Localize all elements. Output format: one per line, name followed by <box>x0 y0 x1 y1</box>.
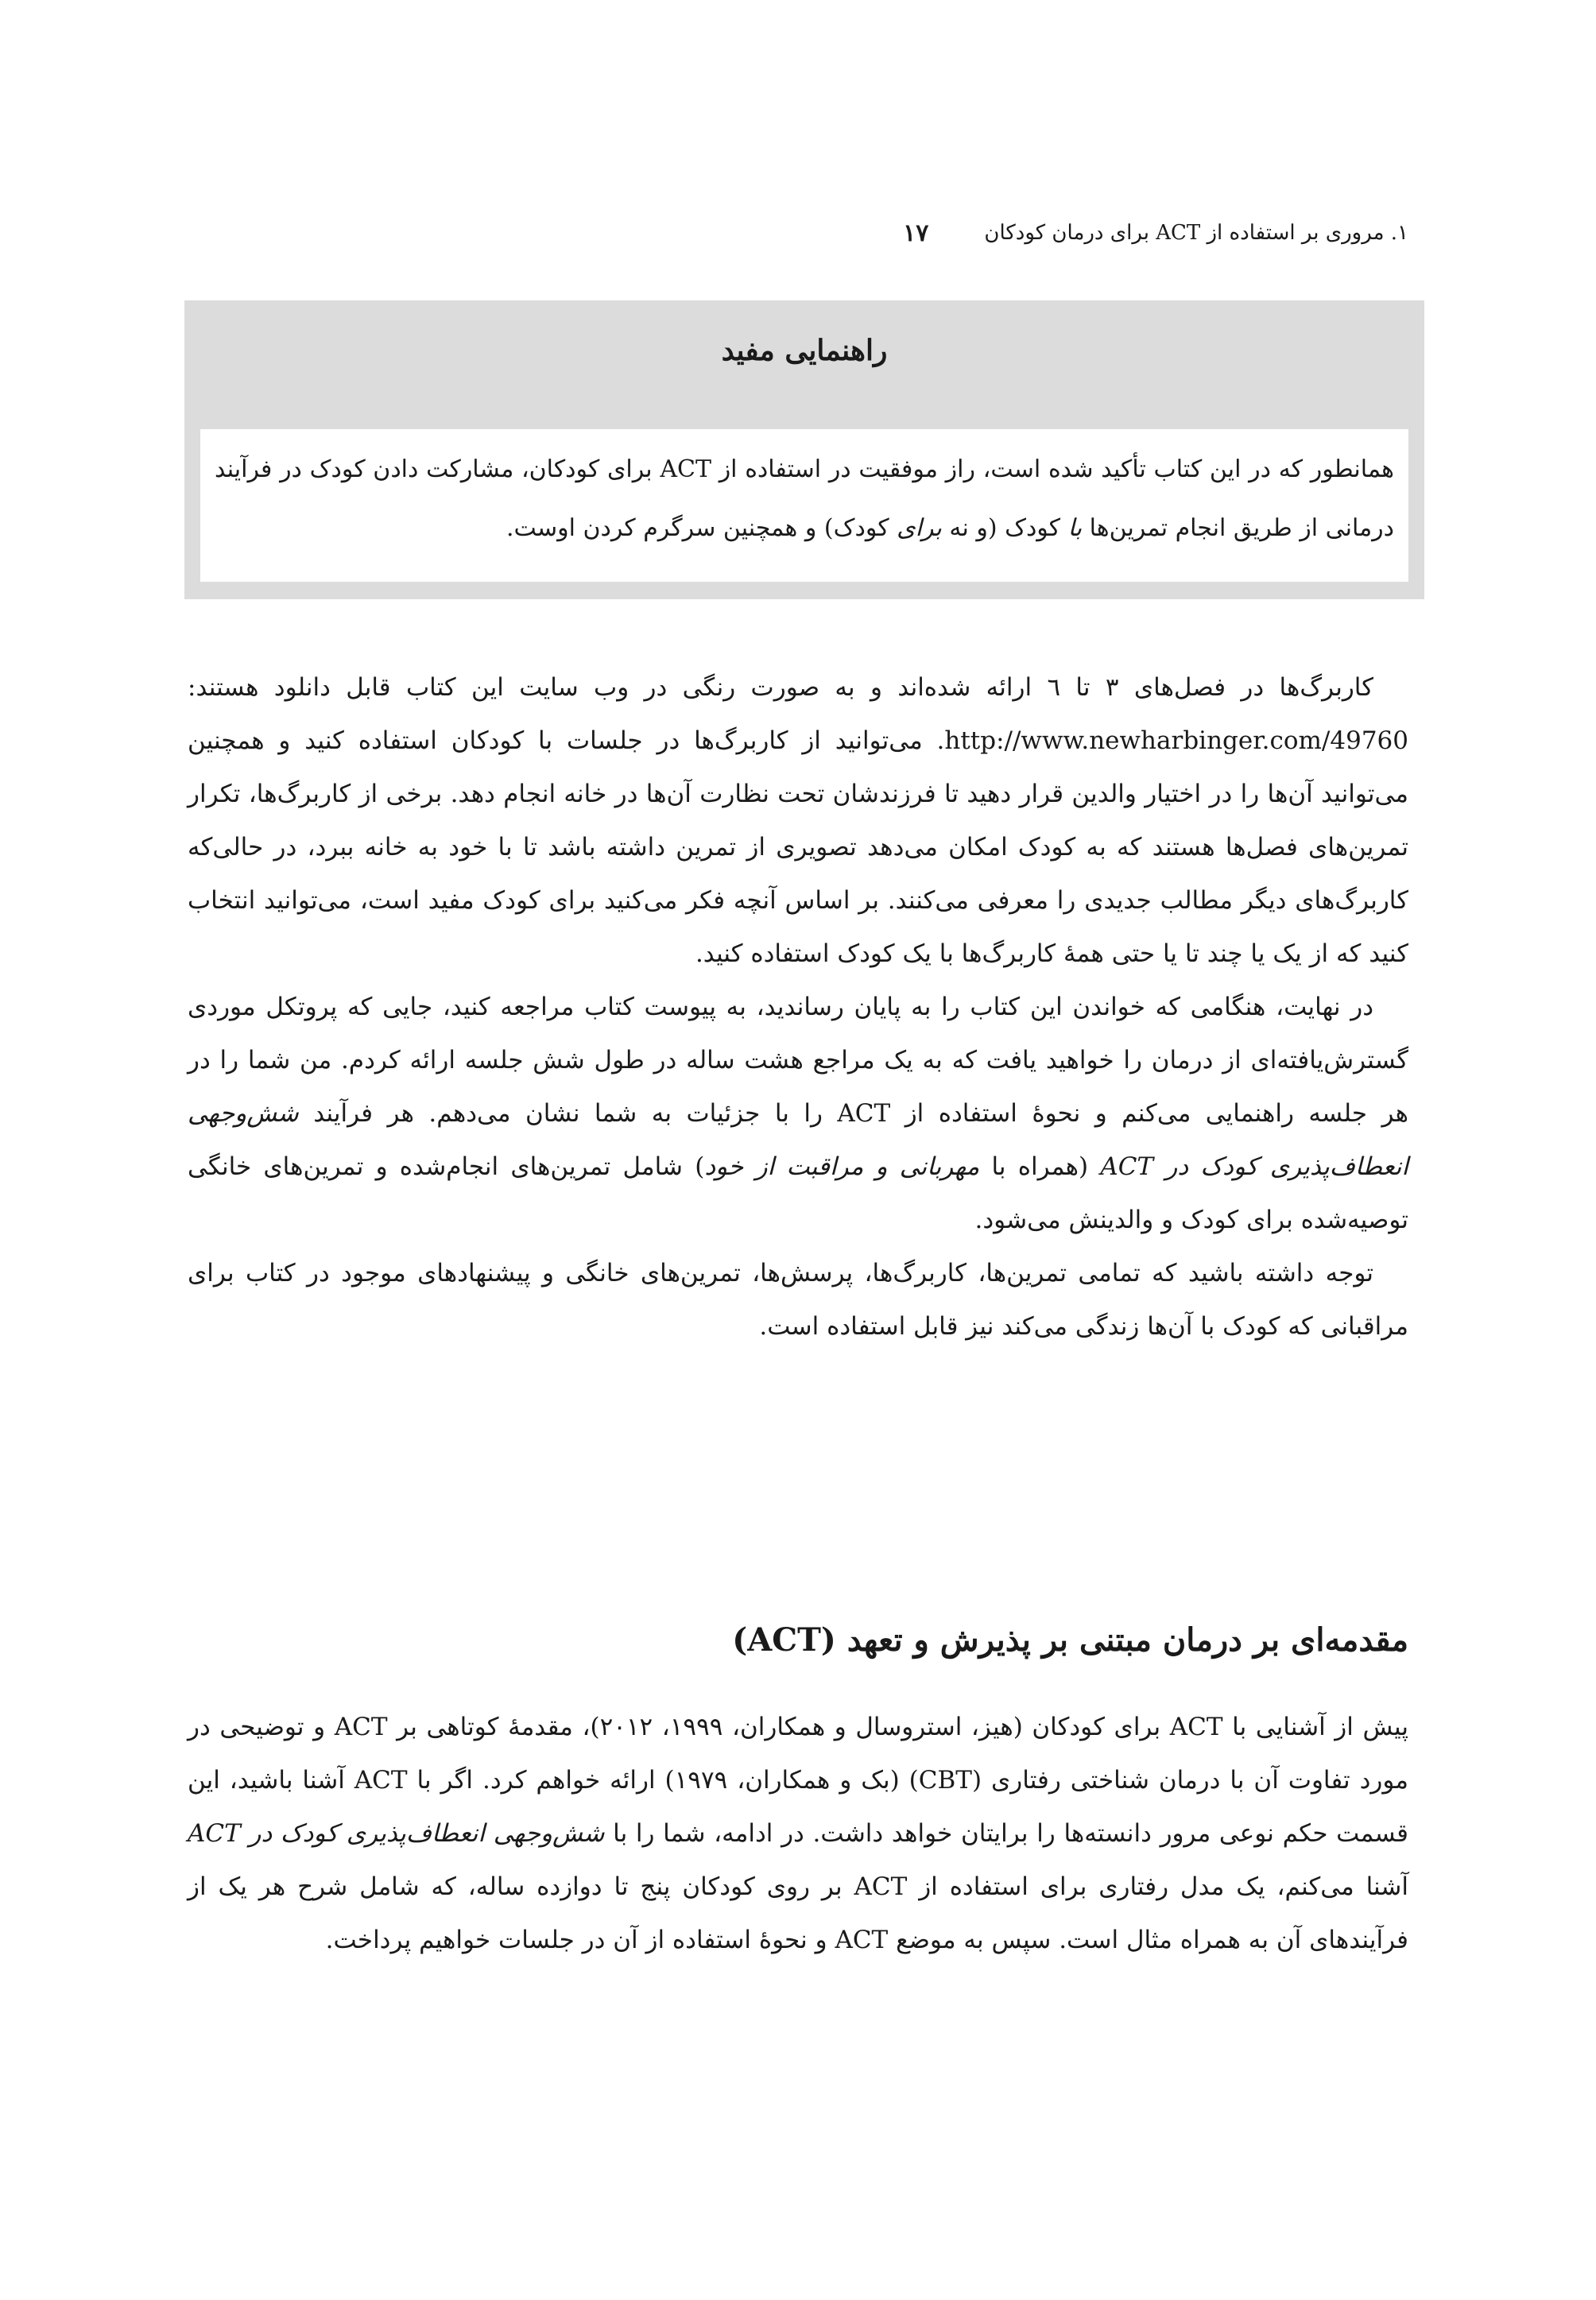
section-heading: مقدمه‌ای بر درمان مبتنی بر پذیرش و تعهد (ACT) <box>732 1621 1408 1659</box>
running-head <box>188 213 1408 253</box>
paragraph-appendix <box>188 981 1408 1247</box>
intro-section <box>188 1701 1408 1967</box>
tip-text-part: کودک) و همچنین سرگرم کردن اوست. <box>506 514 897 542</box>
tip-text-part: همانطور که در این کتاب تأکید شده است، راز موفقیت در استفاده از ACT برای کودکان، مشارکت دادن کودک در فرآیند درمانی از طریق انجام تمرین‌ها <box>215 455 1394 542</box>
paragraph-caregivers: توجه داشته باشید که تمامی تمرین‌ها، کاربرگ‌ها، پرسش‌ها، تمرین‌های خانگی و پیشنهادهای موجود در کتاب برای مراقبانی که کودک با آن‌ها زندگی می‌کند نیز قابل استفاده است. <box>188 1259 1408 1341</box>
paragraph-worksheets: کاربرگ‌ها در فصل‌های ۳ تا ٦ ارائه شده‌اند و به صورت رنگی در وب سایت این کتاب قابل دانلود هستند: http://www.newharbinger.com/49760. می‌توانید از کاربرگ‌ها در جلسات با کودکان استفاده کنید و همچنین می‌توانید آن‌ها را در اختیار والدین قرار دهید تا فرزندشان تحت نظارت آن‌ها در خانه انجام دهد. برخی از کاربرگ‌ها، تکرار تمرین‌های فصل‌ها هستند که به کودک امکان می‌دهد تصویری از تمرین داشته باشد تا با خود به خانه ببرد، در حالی‌که کاربرگ‌های دیگر مطالب جدیدی را معرفی می‌کنند. بر اساس آنچه فکر می‌کنید برای کودک مفید است، می‌توانید انتخاب کنید که از یک یا چند تا یا حتی همهٔ کاربرگ‌ها با یک کودک استفاده کنید. <box>188 673 1408 968</box>
body-section <box>188 661 1408 1353</box>
chapter-title: ۱. مروری بر استفاده از ACT برای درمان کودکان <box>984 221 1408 245</box>
text-part: ) شامل تمرین‌های انجام‌شده و تمرین‌های خانگی توصیه‌شده برای کودک و والدینش می‌شود. <box>188 1152 1408 1234</box>
text-part: پیش از آشنایی با ACT برای کودکان (هیز، استروسال و همکاران، ۱۹۹۹، ۲۰۱۲)، مقدمهٔ کوتاهی بر ACT و توضیحی در مورد تفاوت آن با درمان شناختی رفتاری (CBT) (بک و همکاران، ۱۹۷۹) ارائه خواهم کرد. اگر با ACT آشنا باشید، این قسمت حکم نوعی مرور دانسته‌ها را برایتان خواهد داشت. در ادامه، شما را با <box>188 1713 1409 1848</box>
text-part: آشنا می‌کنم، یک مدل رفتاری برای استفاده از ACT بر روی کودکان پنج تا دوازده ساله، که شامل شرح هر یک از فرآیندهای آن به همراه مثال است. سپس به موضع ACT و نحوهٔ استفاده از آن در جلسات خواهیم پرداخت. <box>188 1872 1408 1954</box>
tip-text-emphasis: برای <box>897 514 942 542</box>
page-number: ۱۷ <box>903 219 929 247</box>
tip-box <box>184 300 1424 599</box>
tip-text-part: کودک (و نه <box>941 514 1068 542</box>
text-part: (همراه با <box>979 1152 1101 1181</box>
tip-box-text <box>200 429 1408 582</box>
paragraph-intro <box>188 1701 1408 1967</box>
tip-box-title: راهنمایی مفید <box>721 334 888 367</box>
text-emphasis: شش‌وجهی انعطاف‌پذیری کودک در ACT <box>188 1819 605 1848</box>
text-part: در نهایت، هنگامی که خواندن این کتاب را به پایان رساندید، به پیوست کتاب مراجعه کنید، جایی که پروتکل موردی گسترش‌یافته‌ای از درمان را خواهید یافت که به یک مراجع هشت ساله در طول شش جلسه ارائه کردم. من شما را در هر جلسه راهنمایی می‌کنم و نحوهٔ استفاده از ACT را با جزئیات به شما نشان می‌دهم. هر فرآیند <box>188 993 1409 1128</box>
tip-text-emphasis: با <box>1067 514 1083 542</box>
text-emphasis: شش‌وجهی انعطاف‌پذیری کودک در ACT <box>188 1099 1408 1181</box>
text-emphasis: مهربانی و مراقبت از خود <box>704 1152 980 1181</box>
